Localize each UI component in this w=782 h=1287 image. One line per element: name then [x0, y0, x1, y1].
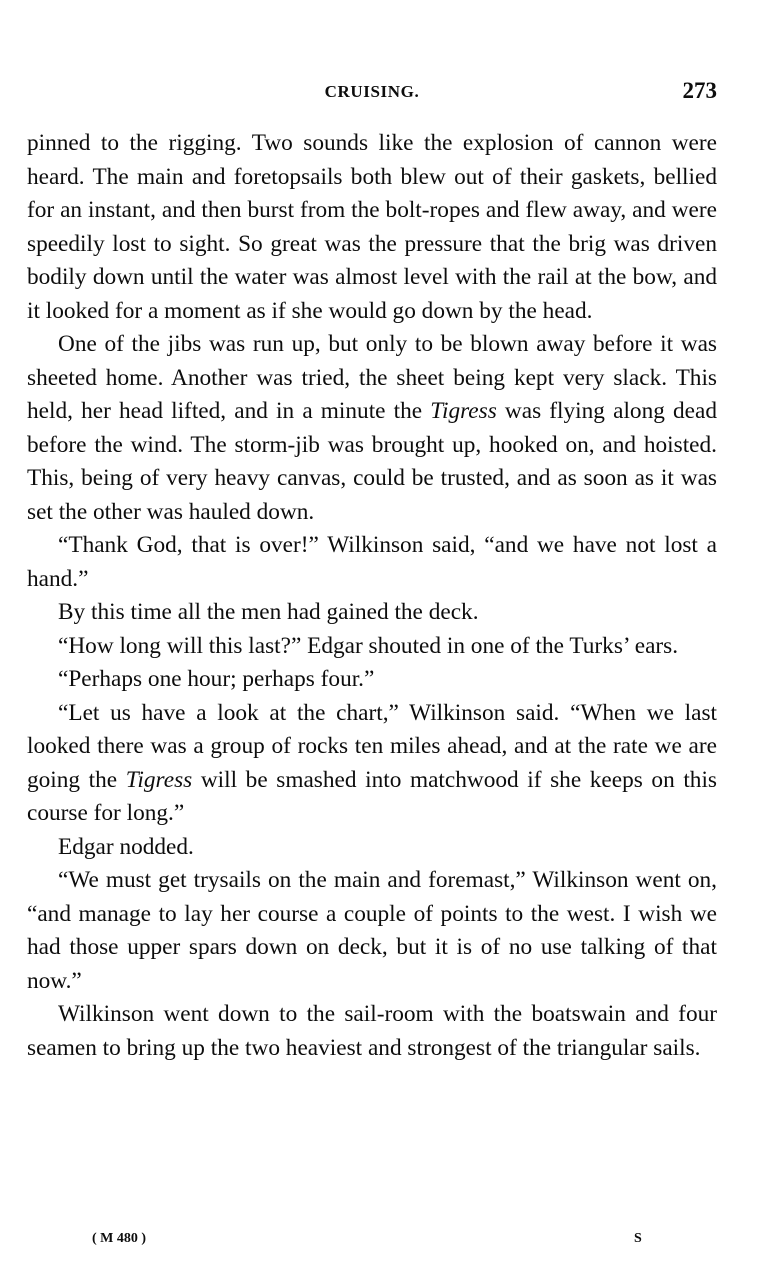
running-title: CRUISING. [324, 82, 420, 101]
sheet-signature: S [634, 1231, 642, 1246]
printer-signature-mark: ( M 480 ) [92, 1231, 147, 1246]
text-run: One of the jibs was run up, but only to be blown away before it was sheeted home. Another was tried, the sheet being kept very slack. This held, her head lifted, and in a minute the [27, 331, 717, 424]
paragraph [27, 697, 717, 831]
ship-name-italic: Tigress [430, 398, 497, 424]
paragraph [27, 127, 717, 328]
paragraph [27, 529, 717, 596]
page-number: 273 [682, 78, 717, 103]
paragraph [27, 998, 717, 1065]
text-run: “Perhaps one hour; perhaps four.” [58, 666, 375, 692]
paragraph [27, 328, 717, 529]
paragraph [27, 663, 717, 697]
text-run: “We must get trysails on the main and foremast,” Wilkinson went on, “and manage to lay her course a couple of points to the west. I wish we had those upper spars down on deck, but it is of no use talking of that now.” [27, 867, 717, 994]
text-run: By this time all the men had gained the deck. [58, 599, 479, 625]
text-run: Wilkinson went down to the sail-room with the boatswain and four seamen to bring up the two heaviest and strongest of the triangular sails. [27, 1001, 717, 1061]
text-run: pinned to the rigging. Two sounds like the explosion of cannon were heard. The main and foretopsails both blew out of their gaskets, bellied for an instant, and then burst from the bolt-ropes and flew away, and were speedily lost to sight. So great was the pressure that the brig was driven bodily down until the water was almost level with the rail at the bow, and it looked for a moment as if she would go down by the head. [27, 130, 717, 324]
page-footer [27, 1231, 717, 1255]
paragraph [27, 596, 717, 630]
paragraph [27, 831, 717, 865]
text-run: will be smashed into matchwood if she keeps on this course for long.” [27, 766, 717, 826]
paragraph [27, 864, 717, 998]
text-run: was flying along dead before the wind. The storm-jib was brought up, hooked on, and hoisted. This, being of very heavy canvas, could be trusted, and as soon as it was set the other was hauled down. [27, 398, 717, 525]
text-run: “Let us have a look at the chart,” Wilkinson said. “When we last looked there was a group of rocks ten miles ahead, and at the rate we are going the [27, 699, 717, 793]
text-run: “Thank God, that is over!” Wilkinson said, “and we have not lost a hand.” [27, 532, 717, 592]
body-text [27, 127, 717, 1065]
text-run: Edgar nodded. [58, 833, 194, 860]
running-head [27, 78, 717, 108]
paragraph [27, 630, 717, 664]
text-run: “How long will this last?” Edgar shouted in one of the Turks’ ears. [58, 632, 679, 659]
ship-name-italic: Tigress [125, 766, 193, 793]
